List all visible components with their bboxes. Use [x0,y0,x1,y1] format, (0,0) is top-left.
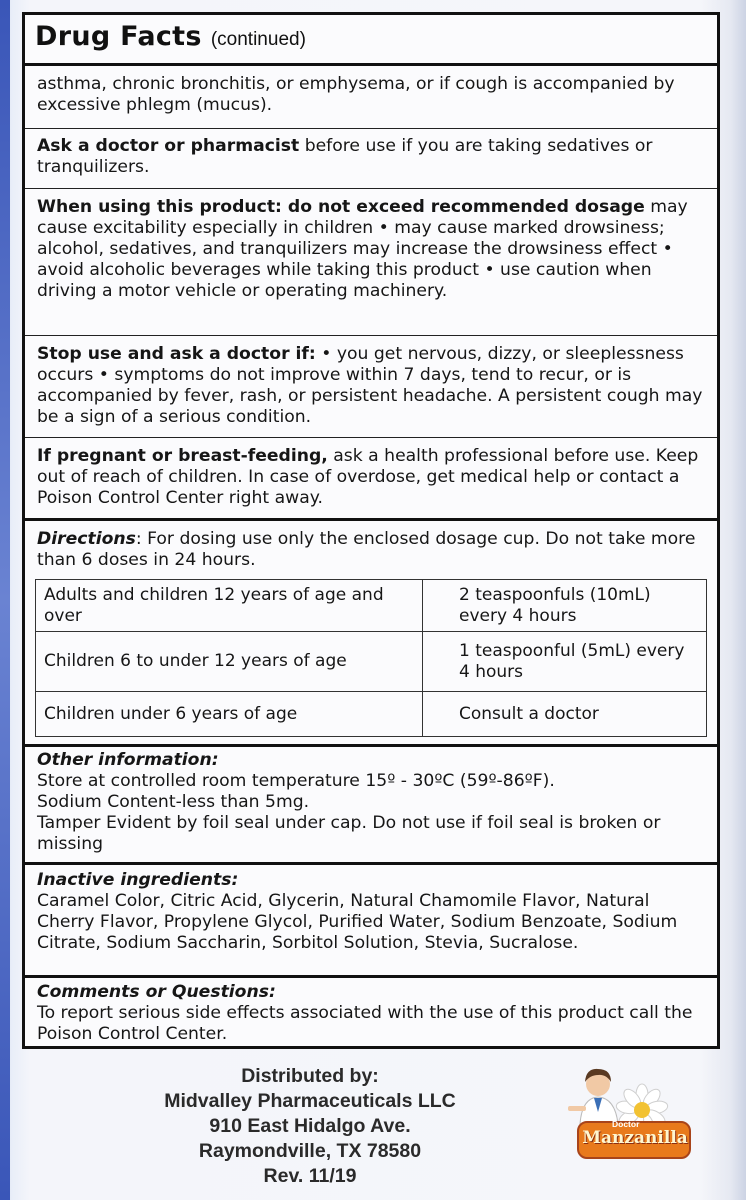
distributor-block [110,1064,510,1189]
warnings-intro [25,74,717,116]
when-using-section [25,197,717,302]
other-info-heading: Other information [37,750,212,770]
comments-heading: Comments or Questions [37,982,269,1002]
logo-brand-name: Manzanilla [582,1128,688,1148]
pregnant-text: ask a health professional before use. Keep out of reach of children. In case of overdose, get medical help or contact a Poison Control Center right away. [37,446,699,508]
comments-section [25,982,717,1045]
continued-label: (continued) [210,29,306,50]
logo-doctor-label: Doctor [612,1119,640,1129]
dosage-row [36,580,707,632]
colon: : [231,870,239,890]
ask-doctor-section [25,136,717,178]
distributor-name: Midvalley Pharmaceuticals LLC [164,1090,456,1112]
dosage-row [36,632,707,692]
drug-facts-header [35,21,306,52]
directions-section [25,529,717,571]
dosage-amount: 1 teaspoonful (5mL) every 4 hours [423,632,707,692]
stop-use-text: • you get nervous, dizzy, or sleeplessness occurs • symptoms do not improve within 7 days, tend to recur, or is accompanied by fever, rash, or persistent headache. A persistent cough may be a sign of a serious condition. [37,344,703,427]
thick-divider [25,975,717,978]
directions-heading: Directions [37,529,136,549]
dosage-table [35,579,707,737]
other-info-line: Sodium Content-less than 5mg. [37,792,310,812]
stop-use-heading: Stop use and ask a doctor if: [37,344,316,364]
colon: : [268,982,276,1002]
doctor-manzanilla-logo [560,1062,700,1172]
inactive-heading: Inactive ingredients [37,870,232,890]
dosage-age: Adults and children 12 years of age and over [36,580,423,632]
inactive-text: Caramel Color, Citric Acid, Glycerin, Natural Chamomile Flavor, Natural Cherry Flavor, Propylene Glycol, Purified Water, Sodium Benzoate, Sodium Citrate, Sodium Saccharin, Sorbitol Solution, Stevia, Sucralose. [37,891,678,953]
other-info-line: Store at controlled room temperature 15º - 30ºC (59º-86ºF). [37,771,555,791]
other-info-section [25,750,717,855]
divider [25,128,717,129]
other-info-line: Tamper Evident by foil seal under cap. Do not use if foil seal is broken or missing [37,813,661,854]
distributor-line: Distributed by: [241,1065,379,1087]
inactive-ingredients-section [25,870,717,954]
dosage-amount: 2 teaspoonfuls (10mL) every 4 hours [423,580,707,632]
dosage-age: Children under 6 years of age [36,692,423,737]
pregnant-heading: If pregnant or breast-feeding, [37,446,328,466]
when-using-text: may cause excitability especially in children • may cause marked drowsiness; alcohol, sedatives, and tranquilizers may increase the drowsiness effect • avoid alcoholic beverages while taking this product • use caution when driving a motor vehicle or operating machinery. [37,197,688,301]
divider [25,335,717,336]
drug-facts-title: Drug Facts [35,21,202,52]
dosage-age: Children 6 to under 12 years of age [36,632,423,692]
thick-divider [25,518,717,521]
warnings-intro-text: asthma, chronic bronchitis, or emphysema, or if cough is accompanied by excessive phlegm (mucus). [37,74,675,115]
directions-text: : For dosing use only the enclosed dosage cup. Do not take more than 6 doses in 24 hours. [37,529,696,570]
colon: : [211,750,219,770]
left-blue-edge [0,0,10,1200]
revision-date: Rev. 11/19 [263,1165,357,1187]
ask-doctor-text: before use if you are taking sedatives or tranquilizers. [37,136,653,177]
header-divider [25,63,717,66]
divider [25,188,717,189]
distributor-address: 910 East Hidalgo Ave. [209,1115,411,1137]
divider [25,437,717,438]
drug-facts-panel [22,12,720,1049]
stop-use-section [25,344,717,428]
pregnant-section [25,446,717,509]
ask-doctor-heading: Ask a doctor or pharmacist [37,136,300,156]
doctor-mascot-icon [560,1062,700,1172]
comments-text: To report serious side effects associated with the use of this product call the Poison Control Center. [37,1003,693,1044]
dosage-row [36,692,707,737]
thick-divider [25,744,717,747]
dosage-amount: Consult a doctor [423,692,707,737]
thick-divider [25,862,717,865]
when-using-heading: When using this product: do not exceed recommended dosage [37,197,645,217]
distributor-city: Raymondville, TX 78580 [198,1140,422,1162]
